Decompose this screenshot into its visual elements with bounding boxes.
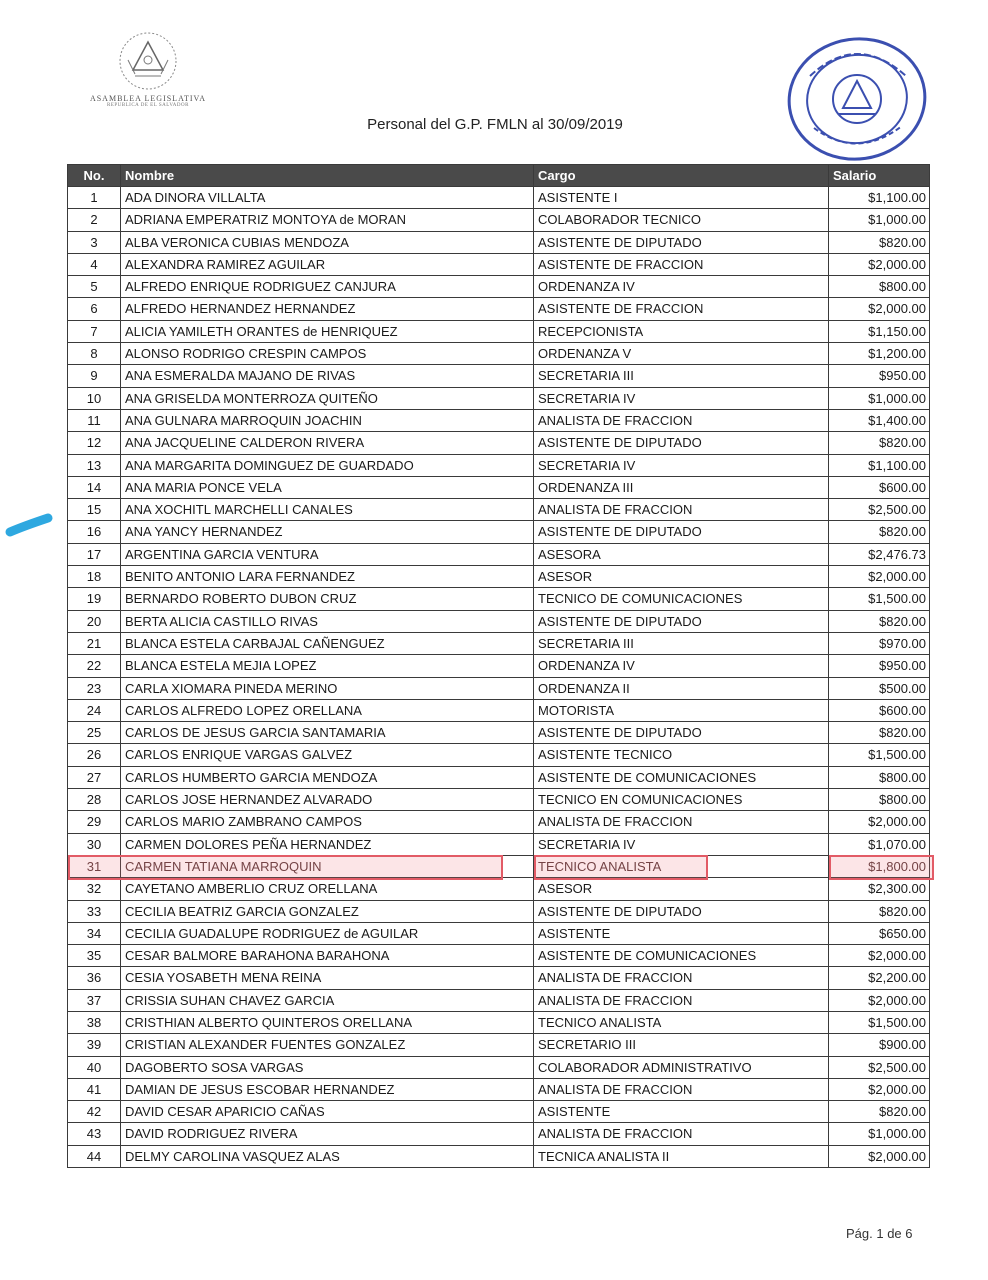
assembly-logo bbox=[78, 30, 218, 125]
cell-cargo: ANALISTA DE FRACCION bbox=[534, 1123, 829, 1145]
cell-salario: $2,500.00 bbox=[829, 1056, 930, 1078]
column-header-cargo: Cargo bbox=[534, 165, 829, 187]
cell-salario: $1,000.00 bbox=[829, 1123, 930, 1145]
cell-cargo: ASISTENTE DE FRACCION bbox=[534, 253, 829, 275]
table-row bbox=[68, 989, 930, 1011]
cell-cargo: ORDENANZA IV bbox=[534, 276, 829, 298]
cell-nombre: DELMY CAROLINA VASQUEZ ALAS bbox=[121, 1145, 534, 1167]
cell-cargo: ASISTENTE DE COMUNICACIONES bbox=[534, 766, 829, 788]
cell-no: 37 bbox=[68, 989, 121, 1011]
cell-no: 5 bbox=[68, 276, 121, 298]
cell-salario: $1,000.00 bbox=[829, 209, 930, 231]
cell-nombre: CRISSIA SUHAN CHAVEZ GARCIA bbox=[121, 989, 534, 1011]
table-row bbox=[68, 588, 930, 610]
table-row bbox=[68, 1034, 930, 1056]
cell-cargo: ASISTENTE DE FRACCION bbox=[534, 298, 829, 320]
cell-nombre: DAVID RODRIGUEZ RIVERA bbox=[121, 1123, 534, 1145]
cell-nombre: ANA GULNARA MARROQUIN JOACHIN bbox=[121, 409, 534, 431]
cell-no: 38 bbox=[68, 1011, 121, 1033]
cell-no: 23 bbox=[68, 677, 121, 699]
cell-nombre: ANA ESMERALDA MAJANO DE RIVAS bbox=[121, 365, 534, 387]
table-row bbox=[68, 276, 930, 298]
cell-cargo: ASISTENTE DE DIPUTADO bbox=[534, 432, 829, 454]
cell-cargo: RECEPCIONISTA bbox=[534, 320, 829, 342]
cell-nombre: CESIA YOSABETH MENA REINA bbox=[121, 967, 534, 989]
table-row bbox=[68, 1011, 930, 1033]
cell-cargo: SECRETARIA IV bbox=[534, 833, 829, 855]
cell-cargo: ANALISTA DE FRACCION bbox=[534, 409, 829, 431]
cell-no: 21 bbox=[68, 632, 121, 654]
cell-nombre: ALICIA YAMILETH ORANTES de HENRIQUEZ bbox=[121, 320, 534, 342]
cell-no: 26 bbox=[68, 744, 121, 766]
cell-salario: $950.00 bbox=[829, 655, 930, 677]
cell-salario: $500.00 bbox=[829, 677, 930, 699]
cell-cargo: SECRETARIA IV bbox=[534, 387, 829, 409]
cell-no: 19 bbox=[68, 588, 121, 610]
cell-nombre: ANA JACQUELINE CALDERON RIVERA bbox=[121, 432, 534, 454]
cell-nombre: ANA YANCY HERNANDEZ bbox=[121, 521, 534, 543]
cell-cargo: ASISTENTE DE COMUNICACIONES bbox=[534, 945, 829, 967]
cell-nombre: CARLOS JOSE HERNANDEZ ALVARADO bbox=[121, 789, 534, 811]
cell-salario: $950.00 bbox=[829, 365, 930, 387]
cell-nombre: ARGENTINA GARCIA VENTURA bbox=[121, 543, 534, 565]
cell-cargo: ASISTENTE I bbox=[534, 187, 829, 209]
cell-nombre: CARLOS ENRIQUE VARGAS GALVEZ bbox=[121, 744, 534, 766]
cell-cargo: ANALISTA DE FRACCION bbox=[534, 811, 829, 833]
blue-pen-stroke-icon bbox=[4, 508, 54, 542]
cell-nombre: BENITO ANTONIO LARA FERNANDEZ bbox=[121, 566, 534, 588]
table-row bbox=[68, 320, 930, 342]
table-row bbox=[68, 1123, 930, 1145]
coat-of-arms-icon bbox=[113, 30, 183, 92]
cell-salario: $2,000.00 bbox=[829, 253, 930, 275]
cell-salario: $900.00 bbox=[829, 1034, 930, 1056]
cell-cargo: ASISTENTE bbox=[534, 1101, 829, 1123]
table-row bbox=[68, 387, 930, 409]
cell-no: 1 bbox=[68, 187, 121, 209]
table-row bbox=[68, 722, 930, 744]
table-row bbox=[68, 1078, 930, 1100]
cell-salario: $1,200.00 bbox=[829, 343, 930, 365]
table-header-row bbox=[68, 165, 930, 187]
cell-no: 13 bbox=[68, 454, 121, 476]
cell-no: 32 bbox=[68, 878, 121, 900]
table-row bbox=[68, 610, 930, 632]
cell-cargo: COLABORADOR ADMINISTRATIVO bbox=[534, 1056, 829, 1078]
cell-cargo: ANALISTA DE FRACCION bbox=[534, 1078, 829, 1100]
cell-cargo: ASISTENTE TECNICO bbox=[534, 744, 829, 766]
cell-nombre: DAVID CESAR APARICIO CAÑAS bbox=[121, 1101, 534, 1123]
personnel-table-container bbox=[67, 164, 929, 1168]
cell-nombre: ALFREDO ENRIQUE RODRIGUEZ CANJURA bbox=[121, 276, 534, 298]
cell-salario: $820.00 bbox=[829, 521, 930, 543]
table-row bbox=[68, 253, 930, 275]
cell-nombre: ALONSO RODRIGO CRESPIN CAMPOS bbox=[121, 343, 534, 365]
cell-cargo: ASISTENTE DE DIPUTADO bbox=[534, 231, 829, 253]
cell-nombre: ANA XOCHITL MARCHELLI CANALES bbox=[121, 499, 534, 521]
cell-nombre: CARLOS HUMBERTO GARCIA MENDOZA bbox=[121, 766, 534, 788]
table-row bbox=[68, 432, 930, 454]
table-row bbox=[68, 231, 930, 253]
cell-salario: $820.00 bbox=[829, 900, 930, 922]
table-row bbox=[68, 744, 930, 766]
cell-cargo: ASISTENTE DE DIPUTADO bbox=[534, 521, 829, 543]
table-row bbox=[68, 900, 930, 922]
cell-salario: $650.00 bbox=[829, 922, 930, 944]
cell-no: 11 bbox=[68, 409, 121, 431]
cell-salario: $1,070.00 bbox=[829, 833, 930, 855]
cell-no: 43 bbox=[68, 1123, 121, 1145]
table-row bbox=[68, 922, 930, 944]
cell-cargo: ASISTENTE DE DIPUTADO bbox=[534, 610, 829, 632]
table-row bbox=[68, 855, 930, 877]
cell-nombre: BERNARDO ROBERTO DUBON CRUZ bbox=[121, 588, 534, 610]
pen-mark bbox=[4, 508, 54, 542]
cell-cargo: SECRETARIA III bbox=[534, 632, 829, 654]
cell-salario: $820.00 bbox=[829, 722, 930, 744]
table-row bbox=[68, 632, 930, 654]
document-title: Personal del G.P. FMLN al 30/09/2019 bbox=[367, 116, 623, 133]
logo-sub-text: REPUBLICA DE EL SALVADOR bbox=[107, 103, 189, 108]
cell-nombre: CARMEN DOLORES PEÑA HERNANDEZ bbox=[121, 833, 534, 855]
cell-salario: $800.00 bbox=[829, 766, 930, 788]
cell-nombre: CARMEN TATIANA MARROQUIN bbox=[121, 855, 534, 877]
cell-no: 29 bbox=[68, 811, 121, 833]
cell-nombre: ALBA VERONICA CUBIAS MENDOZA bbox=[121, 231, 534, 253]
cell-salario: $600.00 bbox=[829, 699, 930, 721]
cell-salario: $820.00 bbox=[829, 432, 930, 454]
cell-salario: $2,000.00 bbox=[829, 1078, 930, 1100]
cell-nombre: CARLOS ALFREDO LOPEZ ORELLANA bbox=[121, 699, 534, 721]
cell-salario: $2,500.00 bbox=[829, 499, 930, 521]
table-body bbox=[68, 187, 930, 1168]
cell-cargo: ASISTENTE bbox=[534, 922, 829, 944]
cell-salario: $1,800.00 bbox=[829, 855, 930, 877]
cell-no: 39 bbox=[68, 1034, 121, 1056]
cell-cargo: SECRETARIO III bbox=[534, 1034, 829, 1056]
table-row bbox=[68, 655, 930, 677]
personnel-table bbox=[67, 164, 930, 1168]
table-row bbox=[68, 209, 930, 231]
logo-org-text: ASAMBLEA LEGISLATIVA bbox=[89, 94, 207, 103]
cell-salario: $800.00 bbox=[829, 789, 930, 811]
cell-salario: $1,100.00 bbox=[829, 187, 930, 209]
table-row bbox=[68, 677, 930, 699]
cell-salario: $2,476.73 bbox=[829, 543, 930, 565]
cell-no: 40 bbox=[68, 1056, 121, 1078]
cell-no: 7 bbox=[68, 320, 121, 342]
table-row bbox=[68, 298, 930, 320]
cell-nombre: ADA DINORA VILLALTA bbox=[121, 187, 534, 209]
cell-cargo: ASISTENTE DE DIPUTADO bbox=[534, 722, 829, 744]
cell-cargo: TECNICO DE COMUNICACIONES bbox=[534, 588, 829, 610]
cell-cargo: SECRETARIA III bbox=[534, 365, 829, 387]
cell-cargo: ASESORA bbox=[534, 543, 829, 565]
table-row bbox=[68, 1145, 930, 1167]
cell-cargo: ASESOR bbox=[534, 878, 829, 900]
official-seal bbox=[786, 36, 928, 162]
cell-salario: $820.00 bbox=[829, 1101, 930, 1123]
cell-salario: $2,200.00 bbox=[829, 967, 930, 989]
table-row bbox=[68, 699, 930, 721]
column-header-salario: Salario bbox=[829, 165, 930, 187]
cell-no: 2 bbox=[68, 209, 121, 231]
cell-cargo: ASESOR bbox=[534, 566, 829, 588]
cell-cargo: ORDENANZA III bbox=[534, 476, 829, 498]
cell-no: 10 bbox=[68, 387, 121, 409]
cell-no: 18 bbox=[68, 566, 121, 588]
column-header-nombre: Nombre bbox=[121, 165, 534, 187]
cell-salario: $1,500.00 bbox=[829, 1011, 930, 1033]
cell-cargo: ANALISTA DE FRACCION bbox=[534, 989, 829, 1011]
cell-cargo: ORDENANZA II bbox=[534, 677, 829, 699]
cell-no: 6 bbox=[68, 298, 121, 320]
cell-salario: $800.00 bbox=[829, 276, 930, 298]
table-row bbox=[68, 811, 930, 833]
seal-stamp-icon bbox=[786, 36, 928, 162]
cell-no: 34 bbox=[68, 922, 121, 944]
cell-salario: $820.00 bbox=[829, 231, 930, 253]
cell-no: 35 bbox=[68, 945, 121, 967]
cell-no: 12 bbox=[68, 432, 121, 454]
table-row bbox=[68, 365, 930, 387]
cell-no: 3 bbox=[68, 231, 121, 253]
cell-cargo: SECRETARIA IV bbox=[534, 454, 829, 476]
cell-nombre: CECILIA BEATRIZ GARCIA GONZALEZ bbox=[121, 900, 534, 922]
cell-salario: $1,000.00 bbox=[829, 387, 930, 409]
cell-no: 36 bbox=[68, 967, 121, 989]
cell-nombre: CRISTIAN ALEXANDER FUENTES GONZALEZ bbox=[121, 1034, 534, 1056]
cell-nombre: ANA MARIA PONCE VELA bbox=[121, 476, 534, 498]
cell-no: 44 bbox=[68, 1145, 121, 1167]
cell-nombre: BERTA ALICIA CASTILLO RIVAS bbox=[121, 610, 534, 632]
cell-no: 24 bbox=[68, 699, 121, 721]
cell-salario: $600.00 bbox=[829, 476, 930, 498]
cell-salario: $820.00 bbox=[829, 610, 930, 632]
cell-salario: $2,000.00 bbox=[829, 989, 930, 1011]
cell-no: 16 bbox=[68, 521, 121, 543]
cell-nombre: ALFREDO HERNANDEZ HERNANDEZ bbox=[121, 298, 534, 320]
cell-salario: $2,000.00 bbox=[829, 811, 930, 833]
cell-cargo: TECNICO ANALISTA bbox=[534, 855, 829, 877]
cell-cargo: ANALISTA DE FRACCION bbox=[534, 499, 829, 521]
table-row bbox=[68, 476, 930, 498]
table-row bbox=[68, 1101, 930, 1123]
table-row bbox=[68, 945, 930, 967]
cell-no: 8 bbox=[68, 343, 121, 365]
cell-cargo: TECNICO EN COMUNICACIONES bbox=[534, 789, 829, 811]
column-header-no: No. bbox=[68, 165, 121, 187]
cell-cargo: TECNICO ANALISTA bbox=[534, 1011, 829, 1033]
table-row bbox=[68, 967, 930, 989]
cell-salario: $2,300.00 bbox=[829, 878, 930, 900]
table-row bbox=[68, 1056, 930, 1078]
cell-nombre: CECILIA GUADALUPE RODRIGUEZ de AGUILAR bbox=[121, 922, 534, 944]
cell-no: 17 bbox=[68, 543, 121, 565]
cell-nombre: BLANCA ESTELA MEJIA LOPEZ bbox=[121, 655, 534, 677]
cell-no: 42 bbox=[68, 1101, 121, 1123]
table-row bbox=[68, 521, 930, 543]
cell-cargo: MOTORISTA bbox=[534, 699, 829, 721]
table-row bbox=[68, 878, 930, 900]
table-row bbox=[68, 833, 930, 855]
cell-salario: $1,400.00 bbox=[829, 409, 930, 431]
cell-nombre: CRISTHIAN ALBERTO QUINTEROS ORELLANA bbox=[121, 1011, 534, 1033]
cell-no: 9 bbox=[68, 365, 121, 387]
table-row bbox=[68, 789, 930, 811]
cell-salario: $2,000.00 bbox=[829, 298, 930, 320]
cell-nombre: CAYETANO AMBERLIO CRUZ ORELLANA bbox=[121, 878, 534, 900]
cell-cargo: TECNICA ANALISTA II bbox=[534, 1145, 829, 1167]
cell-cargo: ANALISTA DE FRACCION bbox=[534, 967, 829, 989]
table-row bbox=[68, 187, 930, 209]
cell-cargo: COLABORADOR TECNICO bbox=[534, 209, 829, 231]
table-row bbox=[68, 343, 930, 365]
cell-salario: $1,100.00 bbox=[829, 454, 930, 476]
cell-no: 20 bbox=[68, 610, 121, 632]
table-row bbox=[68, 566, 930, 588]
cell-nombre: ANA GRISELDA MONTERROZA QUITEÑO bbox=[121, 387, 534, 409]
cell-cargo: ORDENANZA IV bbox=[534, 655, 829, 677]
table-row bbox=[68, 766, 930, 788]
cell-no: 25 bbox=[68, 722, 121, 744]
cell-nombre: CARLA XIOMARA PINEDA MERINO bbox=[121, 677, 534, 699]
cell-salario: $1,500.00 bbox=[829, 744, 930, 766]
cell-no: 30 bbox=[68, 833, 121, 855]
cell-no: 33 bbox=[68, 900, 121, 922]
cell-salario: $970.00 bbox=[829, 632, 930, 654]
cell-no: 41 bbox=[68, 1078, 121, 1100]
cell-salario: $2,000.00 bbox=[829, 1145, 930, 1167]
cell-no: 22 bbox=[68, 655, 121, 677]
cell-salario: $1,500.00 bbox=[829, 588, 930, 610]
cell-salario: $2,000.00 bbox=[829, 566, 930, 588]
cell-nombre: DAMIAN DE JESUS ESCOBAR HERNANDEZ bbox=[121, 1078, 534, 1100]
cell-nombre: BLANCA ESTELA CARBAJAL CAÑENGUEZ bbox=[121, 632, 534, 654]
cell-salario: $2,000.00 bbox=[829, 945, 930, 967]
table-row bbox=[68, 499, 930, 521]
cell-salario: $1,150.00 bbox=[829, 320, 930, 342]
cell-no: 28 bbox=[68, 789, 121, 811]
cell-no: 4 bbox=[68, 253, 121, 275]
cell-nombre: ALEXANDRA RAMIREZ AGUILAR bbox=[121, 253, 534, 275]
cell-cargo: ASISTENTE DE DIPUTADO bbox=[534, 900, 829, 922]
cell-nombre: DAGOBERTO SOSA VARGAS bbox=[121, 1056, 534, 1078]
cell-no: 27 bbox=[68, 766, 121, 788]
cell-nombre: CARLOS MARIO ZAMBRANO CAMPOS bbox=[121, 811, 534, 833]
cell-cargo: ORDENANZA V bbox=[534, 343, 829, 365]
page-number: Pág. 1 de 6 bbox=[846, 1226, 913, 1241]
table-row bbox=[68, 543, 930, 565]
table-row bbox=[68, 409, 930, 431]
cell-no: 15 bbox=[68, 499, 121, 521]
cell-nombre: CARLOS DE JESUS GARCIA SANTAMARIA bbox=[121, 722, 534, 744]
cell-nombre: ANA MARGARITA DOMINGUEZ DE GUARDADO bbox=[121, 454, 534, 476]
cell-nombre: CESAR BALMORE BARAHONA BARAHONA bbox=[121, 945, 534, 967]
cell-no: 31 bbox=[68, 855, 121, 877]
cell-no: 14 bbox=[68, 476, 121, 498]
table-row bbox=[68, 454, 930, 476]
cell-nombre: ADRIANA EMPERATRIZ MONTOYA de MORAN bbox=[121, 209, 534, 231]
